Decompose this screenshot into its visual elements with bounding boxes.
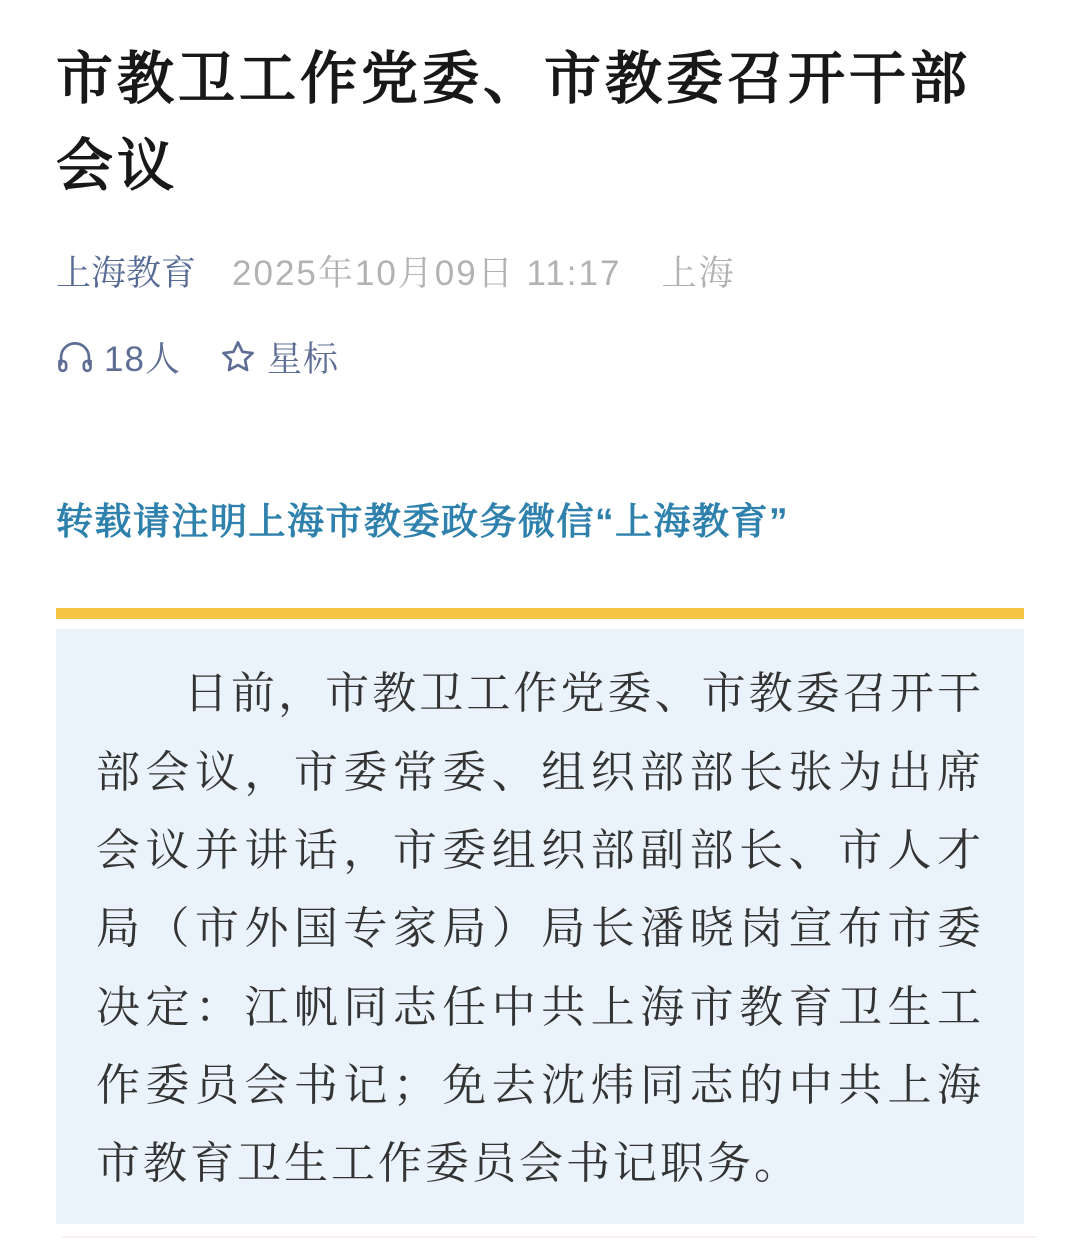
listen-button[interactable]: [56, 332, 181, 382]
section-divider: [62, 1236, 1036, 1238]
account-link[interactable]: 上海教育: [56, 254, 197, 294]
star-button[interactable]: [219, 332, 339, 382]
listen-count: 18人: [104, 340, 181, 380]
headphones-icon: [56, 338, 94, 376]
publish-time: 2025年10月09日 11:17: [232, 254, 622, 294]
star-label: 星标: [266, 340, 339, 380]
article-body-box: [56, 629, 1024, 1224]
page-title: 市教卫工作党委、市教委召开干部会议: [56, 47, 971, 198]
star-icon: [219, 338, 257, 376]
article-body-paragraph: 日前，市教卫工作党委、市教委召开干部会议，市委常委、组织部部长张为出席会议并讲话，市委组织部副部长、市人才局（市外国专家局）局长潘晓岗宣布市委决定：江帆同志任中共上海市教育卫生工作委员会书记；免去沈炜同志的中共上海市教育卫生工作委员会书记职务。: [96, 669, 984, 1189]
reprint-notice: 转载请注明上海市教委政务微信“上海教育”: [56, 501, 789, 543]
yellow-divider: [56, 608, 1024, 619]
stats-row: [56, 332, 1024, 382]
publish-location: 上海: [661, 254, 736, 294]
byline: [56, 249, 1024, 298]
